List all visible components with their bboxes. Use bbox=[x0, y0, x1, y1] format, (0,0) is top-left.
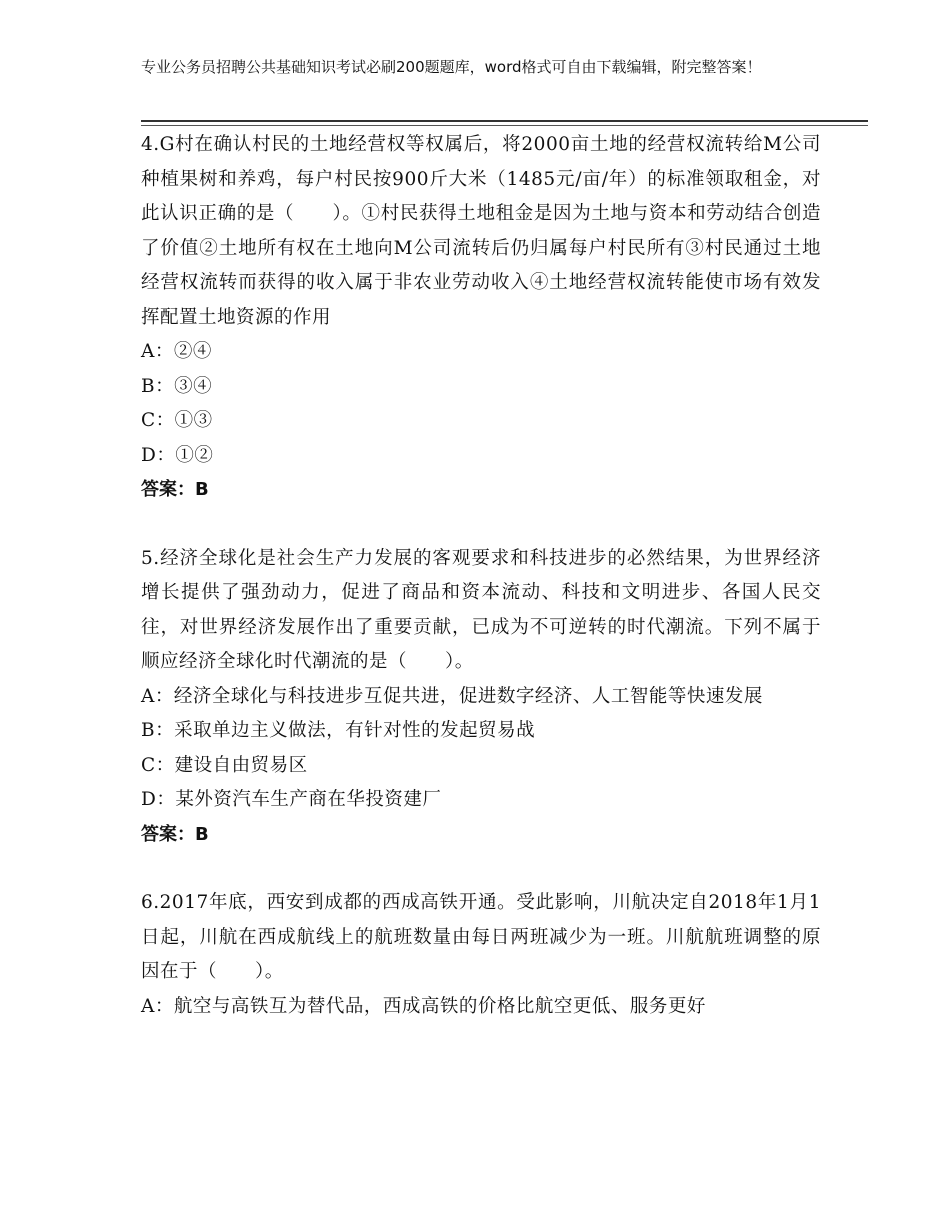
option-a: A：航空与高铁互为替代品，西成高铁的价格比航空更低、服务更好 bbox=[141, 995, 706, 1017]
header-rule-thin bbox=[141, 125, 868, 126]
option-d: D：①② bbox=[141, 444, 214, 466]
option-c: C：建设自由贸易区 bbox=[141, 754, 308, 776]
page-header: 专业公务员招聘公共基础知识考试必刷200题题库，word格式可自由下载编辑，附完整答案！ bbox=[141, 58, 762, 76]
option-a: A：经济全球化与科技进步互促共进，促进数字经济、人工智能等快速发展 bbox=[141, 685, 763, 707]
question-spacer bbox=[141, 508, 821, 542]
question-stem: 6.2017年底，西安到成都的西成高铁开通。受此影响，川航决定自2018年1月1日起，川航在西成航线上的航班数量由每日两班减少为一班。川航航班调整的原因在于（ ）。 bbox=[141, 892, 821, 982]
option-d: D：某外资汽车生产商在华投资建厂 bbox=[141, 789, 442, 810]
header-rule-thick bbox=[141, 120, 868, 122]
option-b: B：采取单边主义做法，有针对性的发起贸易战 bbox=[141, 720, 536, 741]
option-b: B：③④ bbox=[141, 375, 213, 397]
question-list bbox=[141, 128, 821, 1024]
option-a: A：②④ bbox=[141, 341, 212, 362]
question-stem: 4.G村在确认村民的土地经营权等权属后，将2000亩土地的经营权流转给M公司种植果树和养鸡，每户村民按900斤大米（1485元/亩/年）的标准领取租金，对此认识正确的是（ ）。①村民获得土地租金是因为土地与资本和劳动结合创造了价值②土地所有权在土地向M公司流转后仍归属每户村民所有③村民通过土地经营权流转而获得的收入属于非农业劳动收入④土地经营权流转能使市场有效发挥配置土地资源的作用 bbox=[141, 134, 821, 328]
question-4 bbox=[141, 128, 821, 508]
question-5 bbox=[141, 542, 821, 853]
question-6 bbox=[141, 886, 821, 1024]
answer-line: 答案：B bbox=[141, 823, 209, 845]
answer-line: 答案：B bbox=[141, 479, 209, 500]
question-spacer bbox=[141, 852, 821, 886]
option-c: C：①③ bbox=[141, 410, 213, 431]
question-stem: 5.经济全球化是社会生产力发展的客观要求和科技进步的必然结果，为世界经济增长提供了强劲动力，促进了商品和资本流动、科技和文明进步、各国人民交往，对世界经济发展作出了重要贡献，已成为不可逆转的时代潮流。下列不属于顺应经济全球化时代潮流的是（ ）。 bbox=[141, 547, 821, 672]
